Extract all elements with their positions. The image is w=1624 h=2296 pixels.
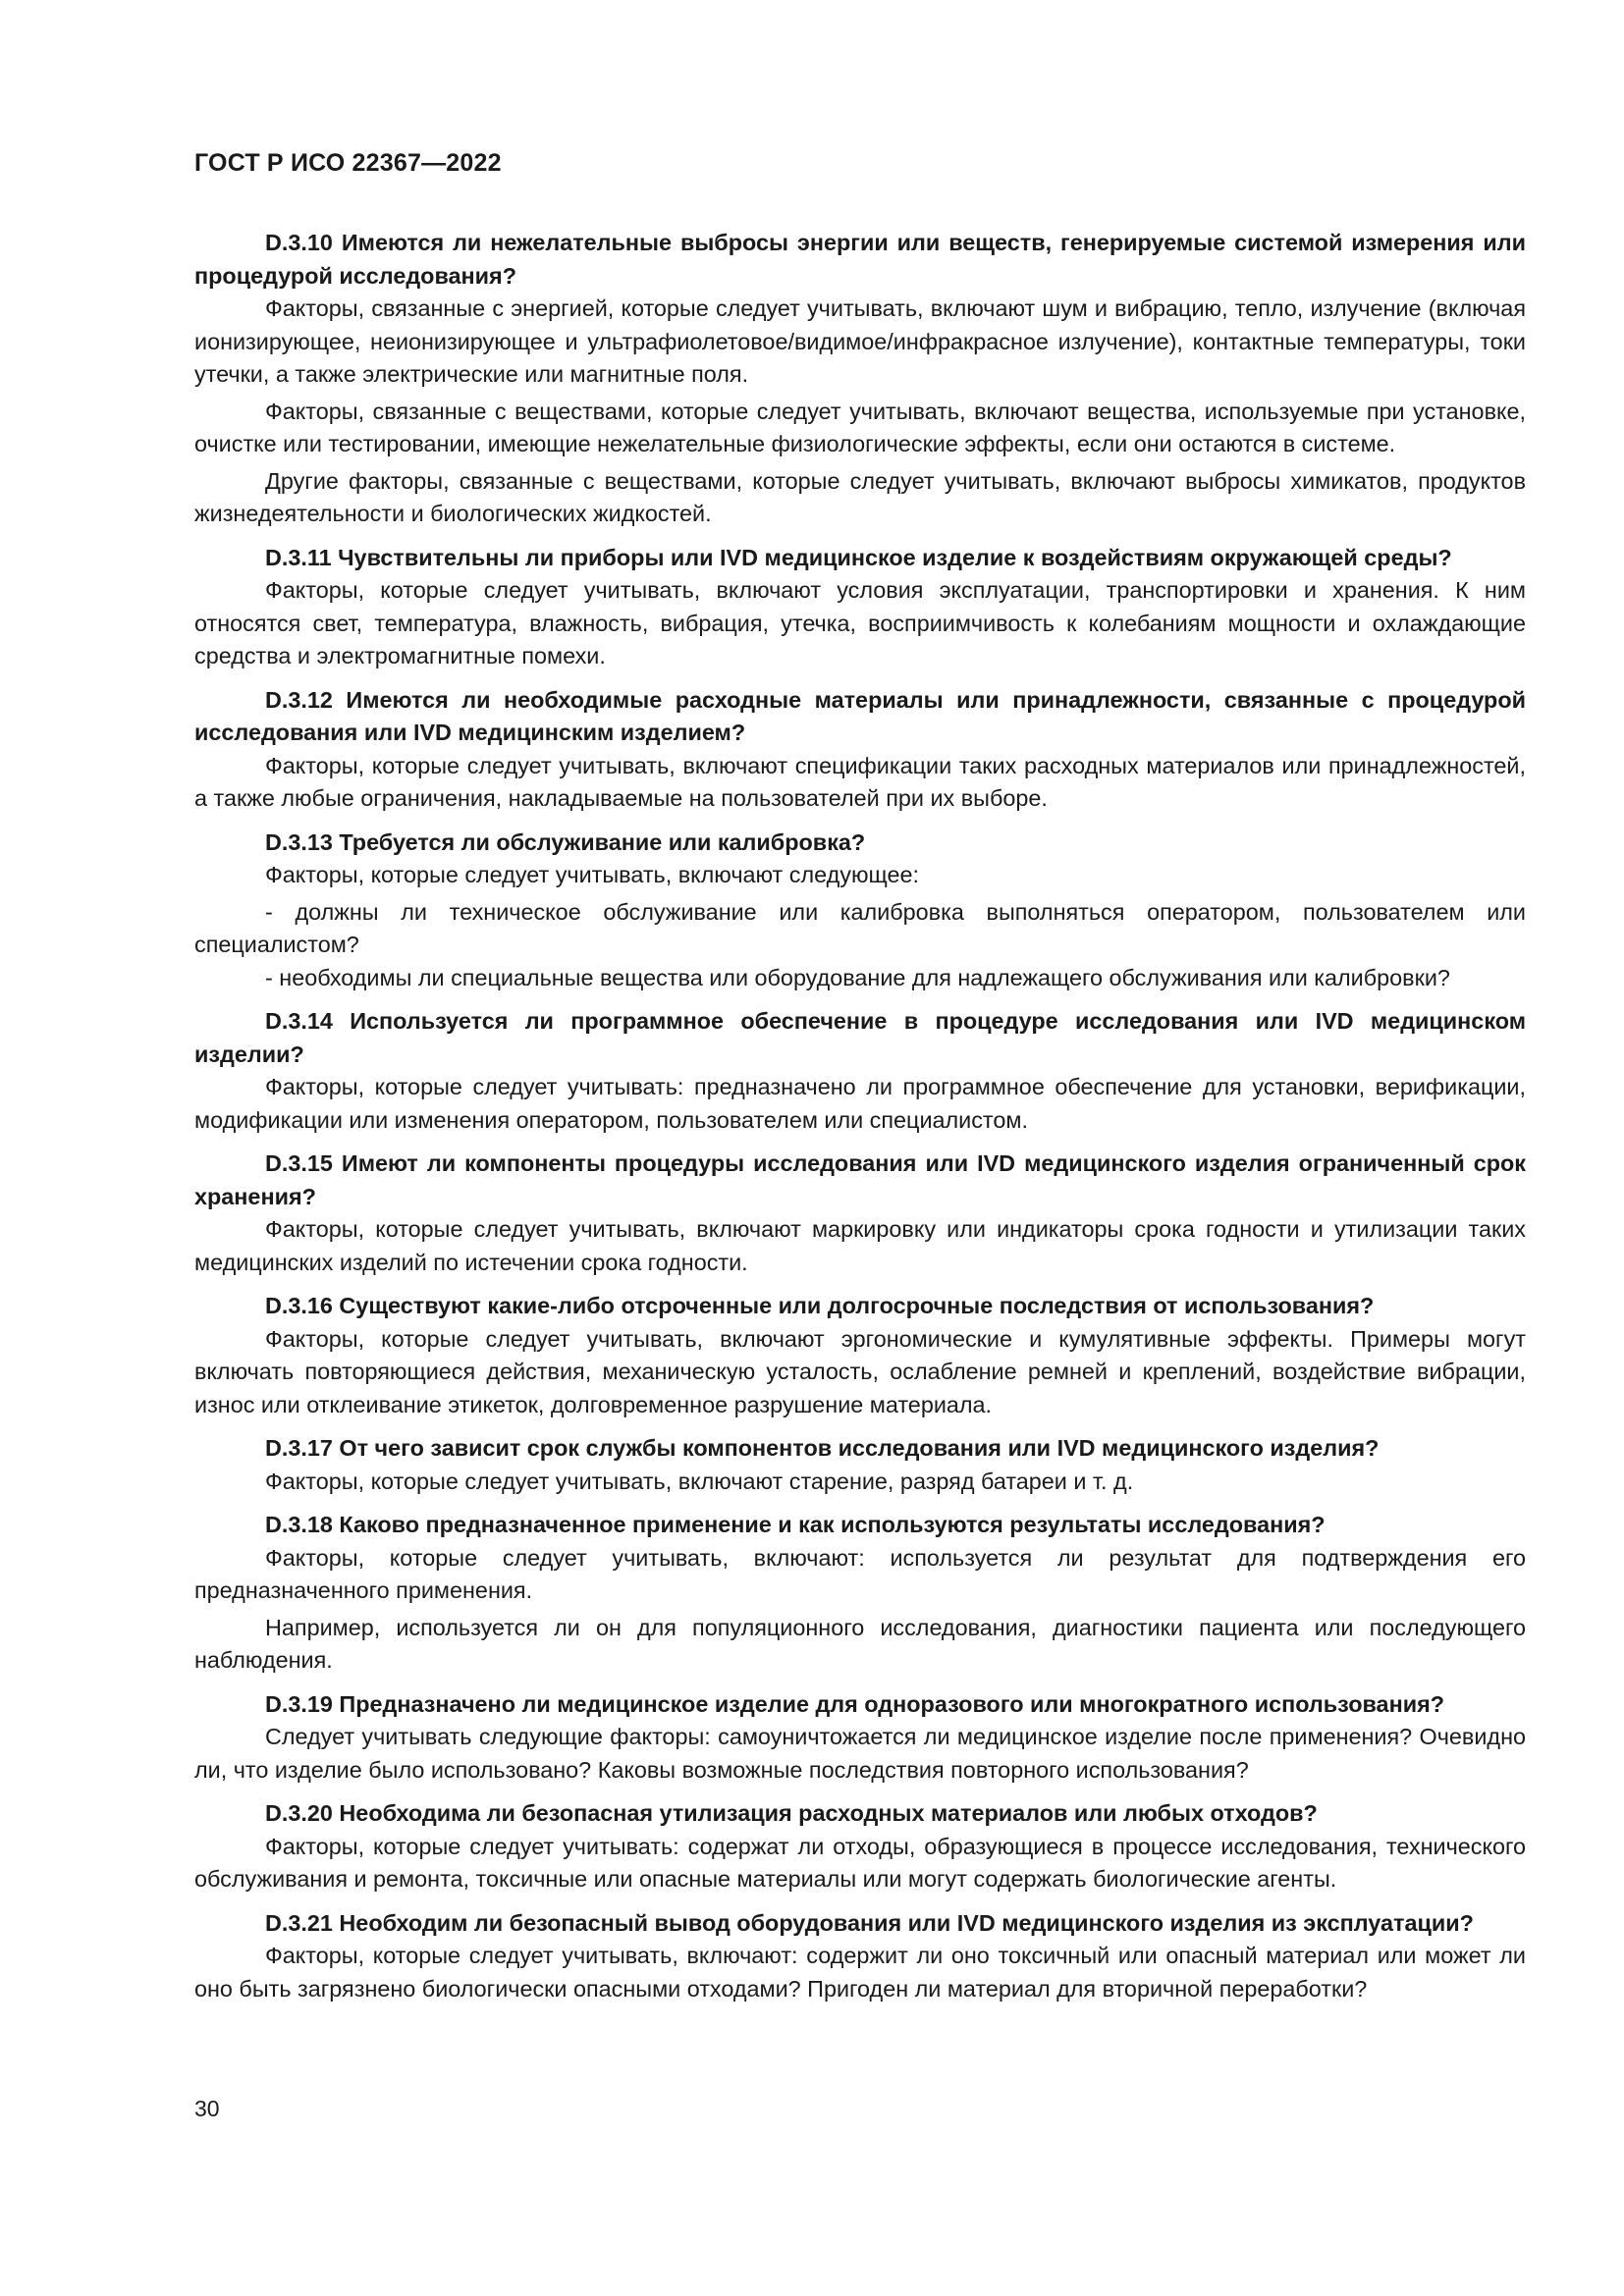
section-title: D.3.16 Существуют какие-либо отсроченные или долгосрочные последствия от использования?: [265, 1293, 1375, 1318]
list-item: - должны ли техническое обслуживание или калибровка выполняться оператором, пользователем или специалистом?: [194, 898, 1526, 957]
section-d-3-12: [194, 684, 1526, 816]
section-d-3-14: [194, 1005, 1526, 1137]
document-body: [194, 227, 1526, 2016]
section-title: D.3.20 Необходима ли безопасная утилизация расходных материалов или любых отходов?: [265, 1800, 1318, 1826]
section-d-3-17: [194, 1432, 1526, 1498]
paragraph: Факторы, которые следует учитывать, включают спецификации таких расходных материалов или принадлежностей, а также любые ограничения, накладываемые на пользователей при их выборе.: [194, 752, 1526, 811]
section-d-3-13: [194, 827, 1526, 995]
section-title: D.3.12 Имеются ли необходимые расходные материалы или принадлежности, связанные с процедурой исследования или IVD медицинским изделием?: [194, 686, 1526, 745]
section-d-3-11: [194, 542, 1526, 673]
paragraph: Факторы, которые следует учитывать, включают: используется ли результат для подтверждения его предназначенного применения.: [194, 1544, 1526, 1603]
list-item: - необходимы ли специальные вещества или оборудование для надлежащего обслуживания или калибровки?: [265, 964, 1450, 990]
paragraph: Факторы, которые следует учитывать, включают маркировку или индикаторы срока годности и утилизации таких медицинских изделий по истечении срока годности.: [194, 1216, 1526, 1275]
page-number: 30: [194, 2096, 220, 2121]
section-d-3-21: [194, 1907, 1526, 2006]
paragraph: Например, используется ли он для популяционного исследования, диагностики пациента или последующего наблюдения.: [194, 1614, 1526, 1673]
section-d-3-10: [194, 227, 1526, 531]
paragraph: Факторы, которые следует учитывать, включают следующее:: [265, 862, 919, 887]
paragraph: Факторы, которые следует учитывать: предназначено ли программное обеспечение для установки, верификации, модификации или изменения оператором, пользователем или специалистом.: [194, 1074, 1526, 1133]
section-d-3-19: [194, 1688, 1526, 1788]
paragraph: Факторы, которые следует учитывать: содержат ли отходы, образующиеся в процессе исследования, технического обслуживания и ремонта, токсичные или опасные материалы или могут содержать биологические агенты.: [194, 1833, 1526, 1892]
section-title: D.3.18 Каково предназначенное применение и как используются результаты исследования?: [265, 1512, 1326, 1537]
section-title: D.3.19 Предназначено ли медицинское изделие для одноразового или многократного использования?: [265, 1690, 1445, 1717]
document-header: ГОСТ Р ИСО 22367—2022: [194, 149, 502, 177]
paragraph: Другие факторы, связанные с веществами, которые следует учитывать, включают выбросы химикатов, продуктов жизнедеятельности и биологических жидкостей.: [194, 467, 1526, 526]
paragraph: Факторы, которые следует учитывать, включают: содержит ли оно токсичный или опасный материал или может ли оно быть загрязнено биологически опасными отходами? Пригоден ли материал для вторичной переработки?: [194, 1943, 1526, 2002]
section-title: D.3.15 Имеют ли компоненты процедуры исследования или IVD медицинского изделия ограниченный срок хранения?: [194, 1150, 1526, 1209]
section-title: D.3.14 Используется ли программное обеспечение в процедуре исследования или IVD медицинском изделии?: [194, 1008, 1526, 1067]
section-d-3-16: [194, 1290, 1526, 1421]
section-d-3-15: [194, 1148, 1526, 1279]
section-title: D.3.21 Необходим ли безопасный вывод оборудования или IVD медицинского изделия из эксплуатации?: [265, 1909, 1474, 1936]
paragraph: Факторы, которые следует учитывать, включают старение, разряд батареи и т. д.: [265, 1468, 1134, 1494]
paragraph: Следует учитывать следующие факторы: самоуничтожается ли медицинское изделие после применения? Очевидно ли, что изделие было использовано? Каковы возможные последствия повторного использования?: [194, 1724, 1526, 1783]
paragraph: Факторы, которые следует учитывать, включают эргономические и кумулятивные эффекты. Примеры могут включать повторяющиеся действия, механическую усталость, ослабление ремней и креплений, воздействие вибрации, износ или отклеивание этикеток, долговременное разрушение материала.: [194, 1325, 1526, 1417]
section-d-3-20: [194, 1797, 1526, 1896]
paragraph: Факторы, связанные с энергией, которые следует учитывать, включают шум и вибрацию, тепло, излучение (включая ионизирующее, неионизирующее и ультрафиолетовое/видимое/инфракрасное излучение), контактные температуры, токи утечки, а также электрические или магнитные поля.: [194, 295, 1526, 387]
section-title: D.3.11 Чувствительны ли приборы или IVD медицинское изделие к воздействиям окружающей среды?: [265, 544, 1452, 570]
paragraph: Факторы, связанные с веществами, которые следует учитывать, включают вещества, используемые при установке, очистке или тестировании, имеющие нежелательные физиологические эффекты, если они остаются в системе.: [194, 398, 1526, 456]
section-title: D.3.17 От чего зависит срок службы компонентов исследования или IVD медицинского изделия?: [265, 1435, 1380, 1461]
section-d-3-18: [194, 1509, 1526, 1678]
paragraph: Факторы, которые следует учитывать, включают условия эксплуатации, транспортировки и хранения. К ним относятся свет, температура, влажность, вибрация, утечка, восприимчивость к колебаниям мощности и охлаждающие средства и электромагнитные помехи.: [194, 577, 1526, 668]
section-title: D.3.10 Имеются ли нежелательные выбросы энергии или веществ, генерируемые системой измерения или процедурой исследования?: [194, 230, 1526, 289]
section-title: D.3.13 Требуется ли обслуживание или калибровка?: [265, 828, 866, 855]
